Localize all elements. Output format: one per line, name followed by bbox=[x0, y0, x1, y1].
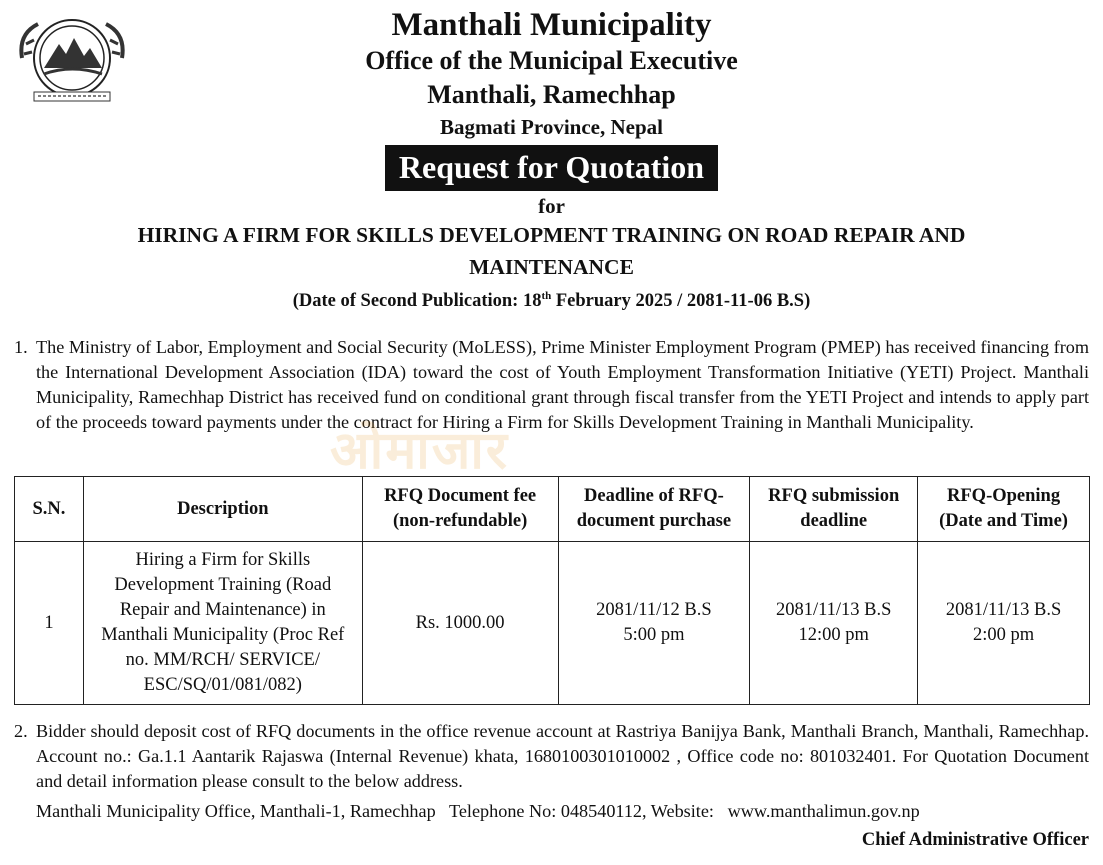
table-header-row bbox=[15, 477, 1090, 542]
signatory: Chief Administrative Officer bbox=[861, 830, 1089, 850]
notice-header bbox=[0, 6, 1103, 314]
cell-sn: 1 bbox=[15, 542, 84, 705]
telephone: Telephone No: 048540112, Website: bbox=[449, 801, 714, 821]
deadline-purchase-time: 5:00 pm bbox=[623, 625, 685, 645]
website-link[interactable]: www.manthalimun.gov.np bbox=[727, 801, 920, 821]
office-name: Office of the Municipal Executive bbox=[365, 46, 738, 75]
table-row bbox=[15, 542, 1090, 705]
cell-description: Hiring a Firm for Skills Development Training (Road Repair and Maintenance) in Manthali Municipality (Proc Ref no. MM/RCH/ SERVICE/ ESC/SQ/01/081/082) bbox=[83, 542, 362, 705]
office-address: Manthali Municipality Office, Manthali-1, Ramechhap bbox=[36, 801, 436, 821]
submission-date: 2081/11/13 B.S bbox=[775, 600, 892, 620]
org-name: Manthali Municipality bbox=[391, 7, 712, 43]
paragraph-2 bbox=[14, 719, 1089, 794]
cell-opening bbox=[918, 542, 1090, 705]
opening-date: 2081/11/13 B.S bbox=[945, 600, 1062, 620]
col-header-fee: RFQ Document fee (non-refundable) bbox=[362, 477, 558, 542]
col-header-description: Description bbox=[83, 477, 362, 542]
col-header-deadline-purchase: Deadline of RFQ-document purchase bbox=[558, 477, 750, 542]
pub-date-prefix: (Date of Second Publication: 18 bbox=[292, 291, 542, 312]
paragraph-number: 1. bbox=[14, 337, 28, 357]
cell-fee: Rs. 1000.00 bbox=[362, 542, 558, 705]
publication-date bbox=[0, 283, 1103, 314]
notice-type-banner: Request for Quotation bbox=[385, 145, 718, 191]
deadline-purchase-date: 2081/11/12 B.S bbox=[596, 600, 712, 620]
contact-address bbox=[36, 799, 920, 824]
pub-date-sup: th bbox=[541, 290, 552, 302]
cell-deadline-purchase bbox=[558, 542, 750, 705]
watermark: ओमाजार bbox=[330, 421, 510, 481]
for-word: for bbox=[538, 194, 565, 218]
rfq-table bbox=[14, 476, 1090, 705]
opening-time: 2:00 pm bbox=[972, 625, 1035, 645]
paragraph-text: The Ministry of Labor, Employment and Social Security (MoLESS), Prime Minister Employment Program (PMEP) has received financing from the International Development Association (IDA) toward the cost of Youth Employment Transformation Initiative (YETI) Project. Manthali Municipality, Ramechhap District has received fund on conditional grant through fiscal transfer from the YETI Project and intends to apply part of the proceeds toward payments under the contract for Hiring a Firm for Skills Development Training in Manthali Municipality. bbox=[36, 337, 1089, 432]
col-header-opening: RFQ-Opening (Date and Time) bbox=[918, 477, 1090, 542]
pub-date-suffix: February 2025 / 2081-11-06 B.S) bbox=[551, 291, 811, 312]
submission-time: 12:00 pm bbox=[798, 625, 869, 645]
office-location: Manthali, Ramechhap bbox=[427, 80, 676, 109]
paragraph-text: Bidder should deposit cost of RFQ documents in the office revenue account at Rastriya Banijya Bank, Manthali Branch, Manthali, Ramechhap. Account no.: Ga.1.1 Aantarik Rajaswa (Internal Revenue) khata, 1680100301010002 , Office code no: 801032401. For Quotation Document and detail information please consult to the below address. bbox=[36, 721, 1089, 791]
province: Bagmati Province, Nepal bbox=[439, 115, 663, 139]
col-header-submission: RFQ submission deadline bbox=[750, 477, 918, 542]
col-header-sn: S.N. bbox=[15, 477, 84, 542]
paragraph-1 bbox=[14, 335, 1089, 435]
paragraph-number: 2. bbox=[14, 721, 28, 741]
notice-subject: HIRING A FIRM FOR SKILLS DEVELOPMENT TRAINING ON ROAD REPAIR AND MAINTENANCE bbox=[137, 223, 966, 279]
cell-submission bbox=[750, 542, 918, 705]
